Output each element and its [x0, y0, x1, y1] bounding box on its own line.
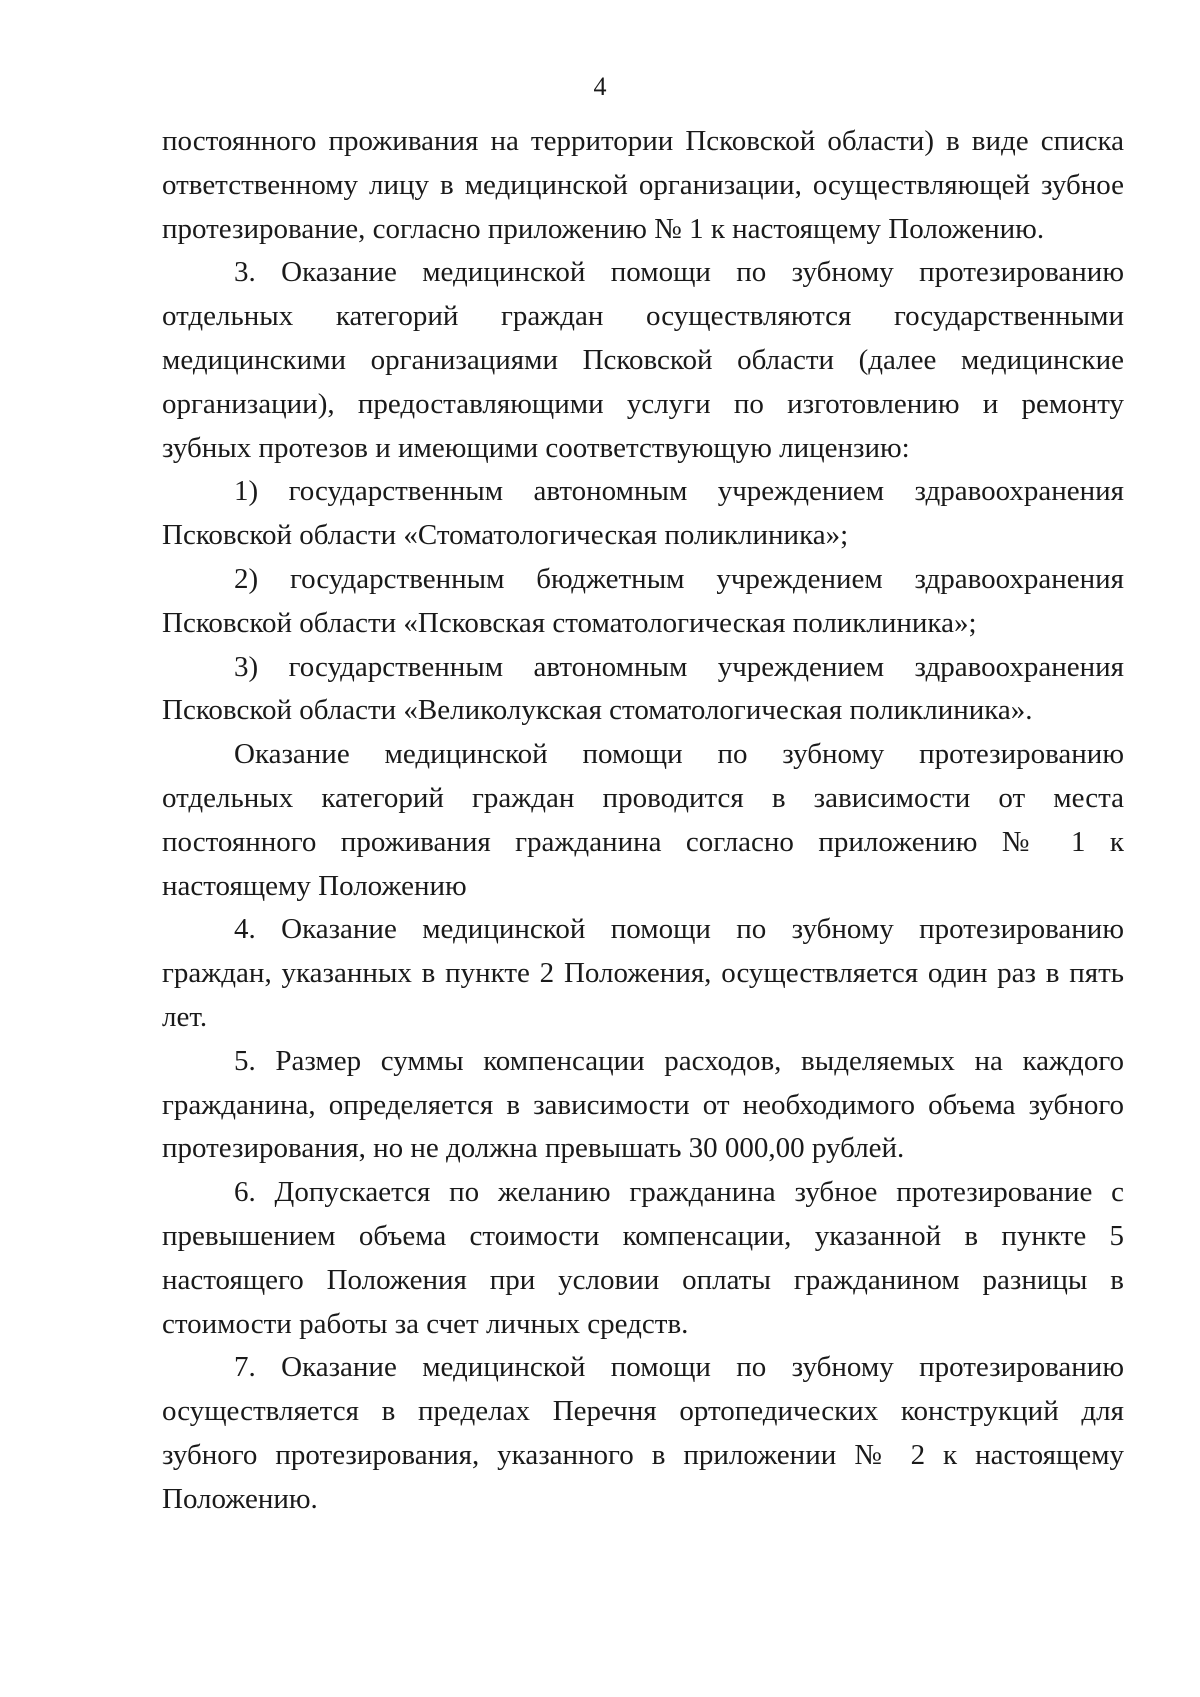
paragraph-item-5: 5. Размер суммы компенсации расходов, выделяемых на каждого гражданина, определяется в зависимости от необходимого объема зубного протезирования, но не должна превышать 30 000,00 рублей.	[162, 1044, 1124, 1165]
page-number: 4	[593, 72, 607, 101]
paragraph-subitem-2: 2) государственным бюджетным учреждением здравоохранения Псковской области «Псковская стоматологическая поликлиника»;	[162, 562, 1124, 639]
paragraph-item-7: 7. Оказание медицинской помощи по зубному протезированию осуществляется в пределах Перечня ортопедических конструкций для зубного протезирования, указанного в приложении № 2 к настоящему Положению.	[162, 1351, 1124, 1515]
paragraph-residence-note: Оказание медицинской помощи по зубному протезированию отдельных категорий граждан проводится в зависимости от места постоянного проживания гражданина согласно приложению № 1 к настоящему Положению	[162, 738, 1124, 902]
paragraph-subitem-3: 3) государственным автономным учреждением здравоохранения Псковской области «Великолукская стоматологическая поликлиника».	[162, 650, 1124, 727]
document-body	[162, 120, 1124, 1522]
paragraph-item-6: 6. Допускается по желанию гражданина зубное протезирование с превышением объема стоимости компенсации, указанной в пункте 5 настоящего Положения при условии оплаты гражданином разницы в стоимости работы за счет личных средств.	[162, 1176, 1124, 1340]
paragraph-continuation: постоянного проживания на территории Псковской области) в виде списка ответственному лицу в медицинской организации, осуществляющей зубное протезирование, согласно приложению № 1 к настоящему Положению.	[162, 125, 1124, 245]
paragraph-item-3: 3. Оказание медицинской помощи по зубному протезированию отдельных категорий граждан осуществляются государственными медицинскими организациями Псковской области (далее медицинские организации), предоставляющими услуги по изготовлению и ремонту зубных протезов и имеющими соответствующую лицензию:	[162, 256, 1124, 464]
paragraph-item-4: 4. Оказание медицинской помощи по зубному протезированию граждан, указанных в пункте 2 Положения, осуществляется один раз в пять лет.	[162, 913, 1124, 1033]
paragraph-subitem-1: 1) государственным автономным учреждением здравоохранения Псковской области «Стоматологическая поликлиника»;	[162, 475, 1124, 552]
